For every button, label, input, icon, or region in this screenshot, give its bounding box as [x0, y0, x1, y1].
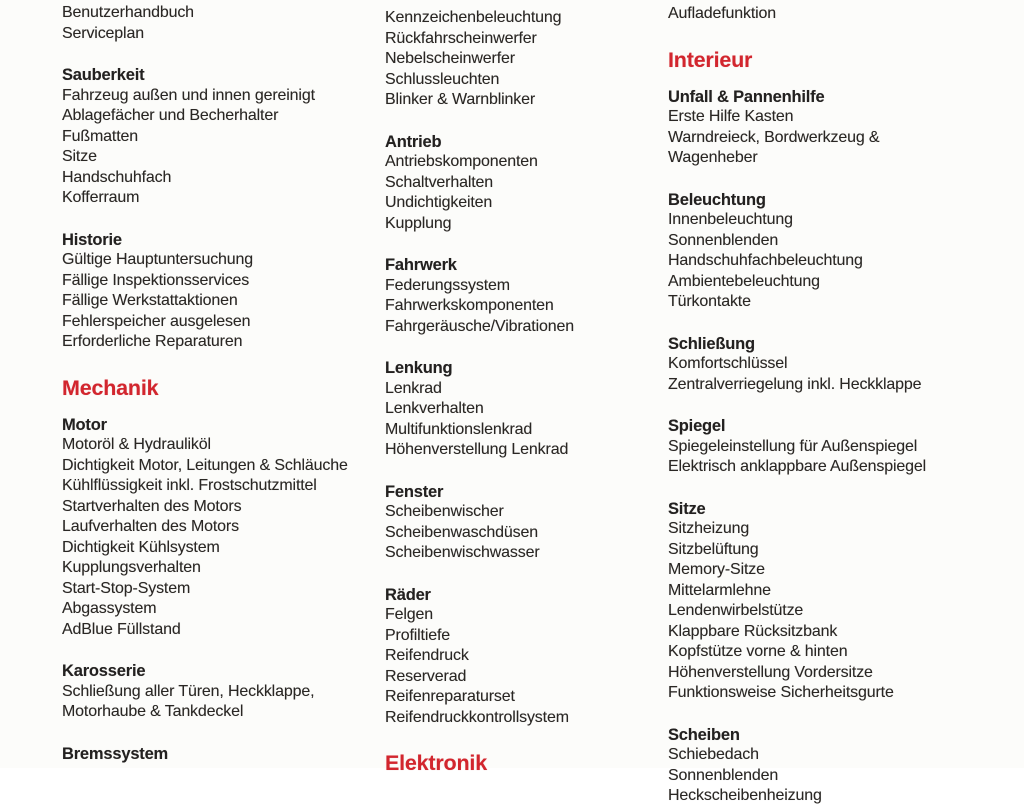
- section-heading: Mechanik: [62, 375, 159, 400]
- checklist-item: Schaltverhalten: [385, 173, 494, 191]
- checklist-item: Benutzerhandbuch: [62, 4, 194, 21]
- checklist-item: Heckscheibenheizung: [668, 787, 822, 804]
- checklist-item: Rückfahrscheinwerfer: [385, 29, 537, 47]
- section-heading: Elektronik: [385, 751, 487, 775]
- checklist-item: Reifenreparaturset: [385, 688, 515, 705]
- checklist-item: Ambientebeleuchtung: [668, 272, 820, 290]
- checklist-item: Profiltiefe: [385, 626, 451, 644]
- subsection-heading: Fahrwerk: [385, 256, 457, 274]
- checklist-item: Zentralverriegelung inkl. Heckklappe: [668, 375, 922, 393]
- checklist-item: Antriebskomponenten: [385, 153, 538, 170]
- checklist-subsection: [385, 585, 643, 729]
- checklist-item: Erforderliche Reparaturen: [62, 333, 243, 350]
- checklist-item: Abgassystem: [62, 600, 157, 617]
- checklist-item: Sitze: [62, 148, 97, 165]
- checklist-item: Lenkrad: [385, 379, 442, 397]
- subsection-heading: Sitze: [668, 499, 706, 518]
- checklist-item-group: [385, 8, 643, 111]
- checklist-item: Ablagefächer und Becherhalter: [62, 107, 279, 124]
- checklist-item: Klappbare Rücksitzbank: [668, 622, 838, 640]
- checklist-item: Schließung aller Türen, Heckklappe, Motorhaube & Tankdeckel: [62, 682, 315, 720]
- checklist-item: Undichtigkeiten: [385, 194, 493, 211]
- checklist-item: Reifendruck: [385, 647, 469, 664]
- checklist-item: Reserverad: [385, 667, 467, 685]
- checklist-item: Funktionsweise Sicherheitsgurte: [668, 684, 894, 701]
- checklist-item: Handschuhfach: [62, 168, 172, 186]
- subsection-heading: Bremssystem: [62, 744, 169, 763]
- subsection-heading: Motor: [62, 415, 107, 434]
- checklist-item: Lendenwirbelstütze: [668, 602, 804, 619]
- subsection-heading: Räder: [385, 585, 431, 604]
- checklist-item: Dichtigkeit Motor, Leitungen & Schläuche: [62, 456, 348, 474]
- checklist-column-middle: [385, 0, 643, 777]
- checklist-item: Motoröl & Hydrauliköl: [62, 436, 211, 453]
- checklist-item: Kupplung: [385, 214, 452, 232]
- checklist-item: Nebelscheinwerfer: [385, 50, 515, 67]
- checklist-subsection: [385, 358, 643, 461]
- checklist-item: Spiegeleinstellung für Außenspiegel: [668, 437, 918, 455]
- checklist-item: Komfortschlüssel: [668, 355, 788, 372]
- checklist-subsection: [385, 132, 643, 235]
- checklist-item: Dichtigkeit Kühlsystem: [62, 538, 220, 556]
- subsection-heading: Beleuchtung: [668, 190, 766, 209]
- checklist-subsection: [385, 255, 643, 337]
- checklist-item: Scheibenwischwasser: [385, 544, 540, 561]
- checklist-item: Felgen: [385, 606, 434, 623]
- checklist-subsection: [62, 415, 367, 641]
- checklist-item: Höhenverstellung Lenkrad: [385, 441, 569, 458]
- checklist-subsection: [385, 482, 643, 564]
- checklist-item: Kühlflüssigkeit inkl. Frostschutzmittel: [62, 477, 317, 494]
- checklist-column-right: [668, 0, 970, 807]
- checklist-item: Reifendruckkontrollsystem: [385, 708, 569, 726]
- checklist-item: Sitzheizung: [668, 520, 750, 537]
- checklist-item: AdBlue Füllstand: [62, 620, 181, 638]
- checklist-subsection: [668, 499, 970, 704]
- checklist-item: Erste Hilfe Kasten: [668, 108, 794, 125]
- checklist-item: Schiebedach: [668, 746, 759, 763]
- checklist-item: Höhenverstellung Vordersitze: [668, 663, 873, 681]
- checklist-item: Scheibenwischer: [385, 503, 504, 520]
- checklist-item: Elektrisch anklappbare Außenspiegel: [668, 458, 927, 475]
- subsection-heading: Karosserie: [62, 662, 146, 680]
- checklist-item: Handschuhfachbeleuchtung: [668, 252, 863, 269]
- subsection-heading: Historie: [62, 230, 122, 249]
- checklist-subsection: [62, 744, 367, 765]
- checklist-item: Blinker & Warnblinker: [385, 91, 536, 108]
- checklist-item: Memory-Sitze: [668, 561, 765, 578]
- checklist-subsection: [668, 87, 970, 169]
- checklist-subsection: [668, 416, 970, 478]
- checklist-item: Kupplungsverhalten: [62, 559, 201, 576]
- checklist-subsection: [62, 661, 367, 723]
- checklist-item: Sonnenblenden: [668, 231, 779, 249]
- checklist-item: Kennzeichenbeleuchtung: [385, 9, 562, 26]
- checklist-item: Türkontakte: [668, 293, 751, 310]
- checklist-subsection: [668, 725, 970, 807]
- checklist-item: Laufverhalten des Motors: [62, 518, 239, 535]
- subsection-heading: Unfall & Pannenhilfe: [668, 87, 825, 106]
- checklist-item: Fahrzeug außen und innen gereinigt: [62, 86, 315, 104]
- checklist-item: Kopfstütze vorne & hinten: [668, 643, 848, 660]
- checklist-item: Fußmatten: [62, 127, 139, 145]
- checklist-item: Fällige Inspektionsservices: [62, 271, 250, 289]
- checklist-item: Serviceplan: [62, 24, 144, 42]
- subsection-heading: Antrieb: [385, 132, 442, 151]
- checklist-item-group: [62, 3, 367, 44]
- subsection-heading: Sauberkeit: [62, 66, 145, 84]
- checklist-item: Start-Stop-System: [62, 579, 191, 597]
- checklist-item: Startverhalten des Motors: [62, 497, 242, 515]
- subsection-heading: Lenkung: [385, 359, 453, 377]
- subsection-heading: Schließung: [668, 334, 755, 353]
- checklist-subsection: [62, 230, 367, 353]
- checklist-column-left: [62, 0, 367, 764]
- checklist-item: Gültige Hauptuntersuchung: [62, 251, 254, 268]
- checklist-item: Warndreieck, Bordwerkzeug & Wagenheber: [668, 128, 880, 166]
- subsection-heading: Scheiben: [668, 725, 740, 744]
- section-heading: Interieur: [668, 47, 753, 72]
- checklist-item: Scheibenwaschdüsen: [385, 523, 538, 541]
- checklist-item: Innenbeleuchtung: [668, 211, 793, 228]
- checklist-subsection: [62, 65, 367, 209]
- subsection-heading: Spiegel: [668, 417, 726, 435]
- checklist-item: Fehlerspeicher ausgelesen: [62, 312, 251, 330]
- checklist-item-group: [668, 4, 970, 25]
- checklist-subsection: [668, 190, 970, 313]
- checklist-item: Fällige Werkstattaktionen: [62, 292, 238, 309]
- checklist-item: Sitzbelüftung: [668, 540, 759, 558]
- checklist-item: Lenkverhalten: [385, 400, 484, 417]
- checklist-item: Multifunktionslenkrad: [385, 420, 533, 438]
- checklist-item: Mittelarmlehne: [668, 581, 771, 599]
- checklist-item: Fahrwerkskomponenten: [385, 297, 554, 314]
- checklist-item: Federungssystem: [385, 276, 510, 294]
- subsection-heading: Fenster: [385, 482, 444, 501]
- checklist-item: Kofferraum: [62, 189, 140, 206]
- checklist-item: Sonnenblenden: [668, 766, 779, 784]
- checklist-item: Schlussleuchten: [385, 70, 500, 88]
- checklist-item: Fahrgeräusche/Vibrationen: [385, 317, 574, 335]
- checklist-subsection: [668, 334, 970, 396]
- checklist-item: Aufladefunktion: [668, 5, 777, 22]
